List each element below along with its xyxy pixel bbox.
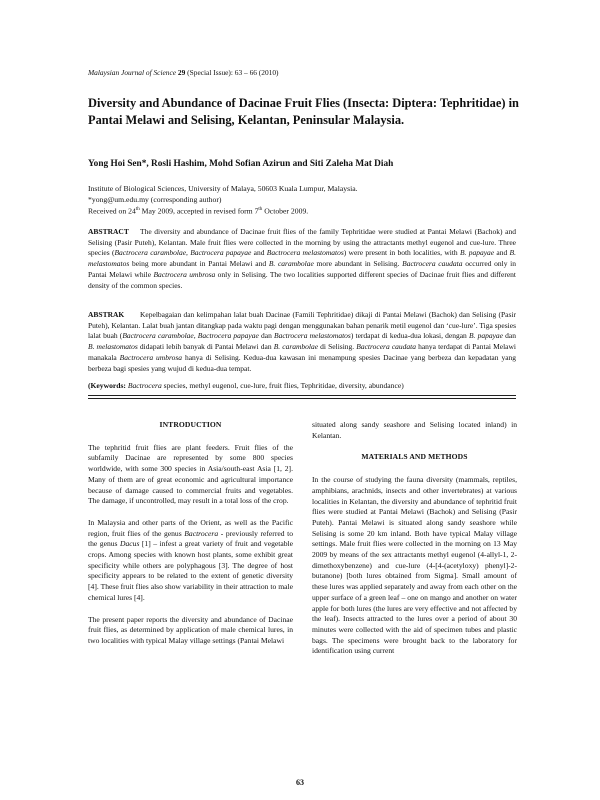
institute-line: Institute of Biological Sciences, University of Malaya, 50603 Kuala Lumpur, Malaysia. bbox=[88, 184, 358, 193]
author-list: Yong Hoi Sen*, Rosli Hashim, Mohd Sofian Azirun and Siti Zaleha Mat Diah bbox=[88, 159, 394, 169]
divider-top bbox=[88, 395, 516, 396]
keywords-label: (Keywords: bbox=[88, 381, 126, 390]
journal-issue-pages: (Special Issue): 63 – 66 (2010) bbox=[187, 68, 279, 77]
abstract-malay: ABSTRAK Kepelbagaian dan kelimpahan lalat buah Dacinae (Famili Tephritidae) dikaji di Pantai Melawi (Bachok) dan Selising (Pasir Puteh), Kelantan. Lalat buah jantan ditangkap pada waktu pagi dengan menggunakan bahan penarik metil eugenol dan ‘cue-lure’. Tiga spesies lalat buah (Bactrocera carambolae, Bactrocera papayae dan Bactrocera melastomatos) terdapat di kedua-dua lokasi, dengan B. papayae dan B. melastomatos didapati lebih banyak di Pantai Melawi dan B. carambolae di Selising. Bactrocera caudata hanya terdapat di Pantai Melawi manakala Bactrocera umbrosa hanya di Selising. Kedua-dua kawasan ini menampung spesies Dacinae yang berbeza dan kepadatan yang berbeza bagi spesies yang wujud di kedua-dua tempat. bbox=[88, 310, 517, 373]
intro-continuation: situated along sandy seashore and Selising located inland) in Kelantan. bbox=[312, 420, 517, 440]
abstract-label: ABSTRACT bbox=[88, 227, 129, 236]
left-column bbox=[88, 420, 293, 658]
methods-heading: MATERIALS AND METHODS bbox=[361, 452, 468, 462]
page-number: 63 bbox=[296, 778, 304, 787]
journal-name: Malaysian Journal of Science bbox=[88, 68, 177, 77]
journal-volume: 29 bbox=[177, 68, 186, 77]
introduction-heading: INTRODUCTION bbox=[159, 420, 222, 429]
divider-bottom bbox=[88, 398, 516, 399]
methods-paragraph-1: In the course of studying the fauna diversity (mammals, reptiles, amphibians, arachnids, insects and other invertebrates) at various localities in Kelantan, the diversity and abundance of tephritid fruit flies were studied at Pantai Melawi (Bachok) and Selising (Pasir Puteh). Pantai Melawi is situated along sandy seashore while Selising is some 20 km inland. Both have typical Malay village settings. Male fruit flies were collected in the morning on 13 May 2009 by means of the sex attractants methyl eugenol (4-allyl-1, 2-dimethoxybenzene) and cue-lure (4-[4-(acetyloxy) phenyl]-2-butanone) [both lures obtained from Sigma]. Small amount of these lures was applied separately and away from each other on the upper surface of a green leaf – one on mango and another on water apple for both lures (the lures are very effective and not affected by the leaf). Insects attracted to the lures over a period of about 30 minutes were collected with the aid of specimen tubes and plastic bags. The specimens were brought back to the laboratory for identification using current bbox=[312, 475, 517, 656]
journal-citation bbox=[88, 68, 279, 77]
abstrak-label: ABSTRAK bbox=[88, 310, 125, 319]
affiliation-block bbox=[88, 184, 528, 217]
paper-title: Diversity and Abundance of Dacinae Fruit Flies (Insecta: Diptera: Tephritidae) in Pantai Melawi and Selising, Kelantan, Peninsular Malaysia. bbox=[88, 96, 519, 127]
email-line: *yong@um.edu.my (corresponding author) bbox=[88, 194, 222, 204]
right-column bbox=[312, 420, 517, 668]
abstract-english: ABSTRACT The diversity and abundance of Dacinae fruit flies of the family Tephritidae were studied at Pantai Melawi (Bachok) and Selising (Pasir Puteh), Kelantan. Male fruit flies were collected in the morning by using the attractants methyl eugenol and cue-lure. Three species (Bactrocera carambolae, Bactrocera papayae and Bactrocera melastomatos) were present in both localities, with B. papayae and B. melastomatos being more abundant in Pantai Melawi and B. carambolae more abundant in Selising. Bactrocera caudata occurred only in Pantai Melawi while Bactrocera umbrosa only in Selising. The two localities supported different species of Dacinae fruit flies and different density of the common species. bbox=[88, 227, 517, 290]
intro-paragraph-2: In Malaysia and other parts of the Orient, as well as the Pacific region, fruit flies of the genus Bactrocera - previously referred to the genus Dacus [1] – infest a great variety of fruit and vegetable crops. Among species with known host plants, some exhibit great specificity while others are polyphagous [3]. The degree of host specificity appears to be related to the extent of genetic diversity [4]. These fruit flies also show variability in their attraction to male chemical lures [4]. bbox=[88, 517, 294, 602]
intro-paragraph-1: The tephritid fruit flies are plant feeders. Fruit flies of the subfamily Dacinae are represented by some 800 species worldwide, with some 300 species in Asia/south-east Asia [1, 2]. Many of them are of great economic and agricultural importance because of damage caused to commercial fruits and vegetables. The damage, if uncontrolled, may result in a total loss of the crop. bbox=[88, 442, 293, 506]
received-line: Received on 24th May 2009, accepted in revised form 7th October 2009. bbox=[88, 206, 309, 216]
intro-paragraph-3: The present paper reports the diversity and abundance of Dacinae fruit flies, as determined by application of male chemical lures, in two localities with typical Malay village settings (Pantai Melawi bbox=[88, 614, 293, 645]
keywords-line: (Keywords: Bactrocera species, methyl eugenol, cue-lure, fruit flies, Tephritidae, diversity, abundance) bbox=[88, 381, 404, 390]
